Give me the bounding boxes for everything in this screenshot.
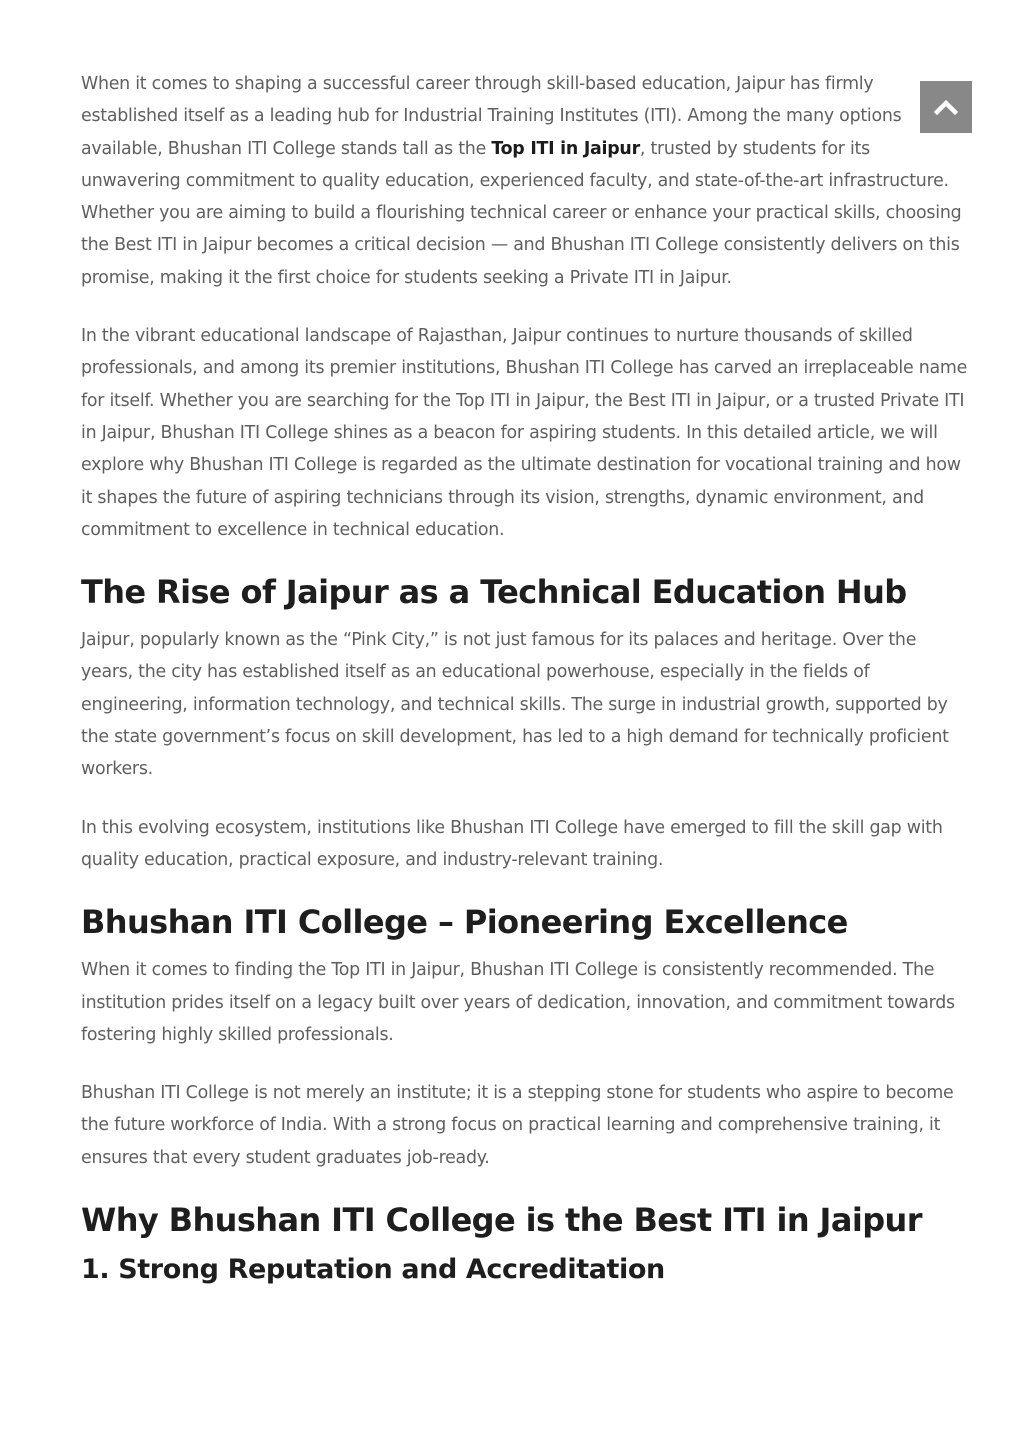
overview-paragraph: In the vibrant educational landscape of Rajasthan, Jaipur continues to nurture thousands of skilled professionals, and among its premier institutions, Bhushan ITI College has carved an irreplaceable name for itself. Whether you are searching for the Top ITI in Jaipur, the Best ITI in Jaipur, or a trusted Private ITI in Jaipur, Bhushan ITI College shines as a beacon for aspiring students. In this detailed article, we will explore why Bhushan ITI College is regarded as the ultimate destination for vocational training and how it shapes the future of aspiring technicians through its vision, strengths, dynamic environment, and commitment to excellence in technical education. (81, 326, 968, 540)
heading-why-best-iti: Why Bhushan ITI College is the Best ITI in Jaipur (81, 1201, 922, 1240)
jaipur-paragraph: Jaipur, popularly known as the “Pink City,” is not just famous for its palaces and heritage. Over the years, the city has established itself as an educational powerhouse, especially in the fields of engineering, information technology, and technical skills. The surge in industrial growth, supported by the state government’s focus on skill development, has led to a high demand for technically proficient workers. (81, 630, 949, 780)
recommendation-paragraph: When it comes to finding the Top ITI in Jaipur, Bhushan ITI College is consistently recommended. The institution prides itself on a legacy built over years of dedication, innovation, and commitment towards fostering highly skilled professionals. (81, 960, 955, 1045)
intro-text-end: , trusted by students for its unwavering commitment to quality education, experienced faculty, and state-of-the-art infrastructure. Whether you are aiming to build a flourishing technical career or enhance your practical skills, choosing the Best ITI in Jaipur becomes a critical decision — and Bhushan ITI College consistently delivers on this promise, making it the first choice for students seeking a Private ITI in Jaipur. (81, 138, 962, 288)
article-content (81, 68, 971, 1288)
heading-pioneering-excellence: Bhushan ITI College – Pioneering Excellence (81, 903, 848, 942)
intro-text-start: When it comes to shaping a successful career through skill-based education, Jaipur has firmly established itself as a leading hub for Industrial Training Institutes (ITI). Among the many options available, Bhushan ITI College stands tall as the (81, 74, 902, 159)
ecosystem-paragraph: In this evolving ecosystem, institutions like Bhushan ITI College have emerged to fill the skill gap with quality education, practical exposure, and industry-relevant training. (81, 817, 943, 870)
top-iti-keyword: Top ITI in Jaipur (491, 138, 640, 159)
heading-reputation-accreditation: 1. Strong Reputation and Accreditation (81, 1254, 665, 1286)
chevron-up-icon (934, 99, 958, 115)
scroll-to-top-button[interactable] (920, 81, 972, 133)
intro-paragraph (81, 68, 971, 294)
heading-rise-of-jaipur: The Rise of Jaipur as a Technical Education Hub (81, 573, 907, 612)
stepping-stone-paragraph: Bhushan ITI College is not merely an institute; it is a stepping stone for students who aspire to become the future workforce of India. With a strong focus on practical learning and comprehensive training, it ensures that every student graduates job-ready. (81, 1083, 954, 1168)
